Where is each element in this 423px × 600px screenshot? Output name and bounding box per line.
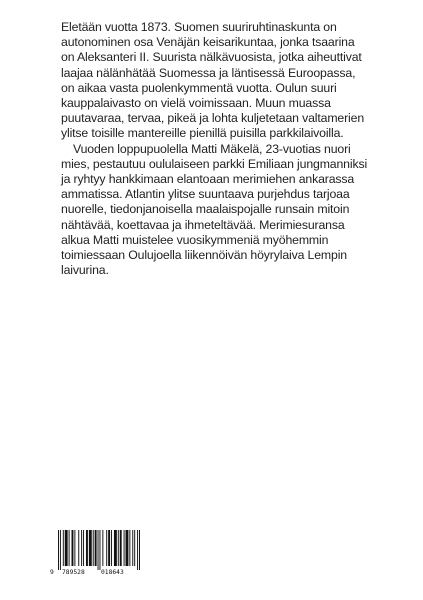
barcode-bar [69,530,70,566]
barcode-bar [118,530,119,566]
barcode-bar [139,530,140,570]
barcode-bar [120,530,122,566]
barcode-bar [114,530,117,566]
barcode-bar [106,530,107,566]
barcode-bar [60,530,61,570]
barcode-bar [137,530,138,570]
barcode-bar [132,530,133,566]
barcode-digits-left: 789528 [62,569,85,576]
barcode-bar [86,530,88,566]
barcode-bar [81,530,82,566]
barcode-bar [98,530,99,570]
blurb-text [61,20,371,278]
blurb-paragraph-2: Vuoden loppupuolella Matti Mäkelä, 23-vuotias nuori mies, pestautuu oululaiseen parkki Emiliaan jungmanniksi ja ryhtyy hankkimaan elantoaan merimiehen ankarassa ammatissa. Atlantin ylitse suuntaava purjehdus tarjoaa nuorelle, tiedonjanoisella maalaispojalle runsain mitoin nähtävää, koettavaa ja ihmeteltävää. Merimiesuransa alkua Matti muistelee vuosikymmeniä myöhemmin toimiessaan Oulujoella liikennöivän höyrylaiva Lempin laivurina. [61,141,368,278]
barcode-bar [126,530,129,566]
blurb-paragraph-1: Eletään vuotta 1873. Suomen suuriruhtinaskunta on autonominen osa Venäjän keisarikuntaa, jonka tsaarina on Aleksanteri II. Suurista nälkävuosista, jotka aiheuttivat laajaa nälänhätää Suomessa ja läntisessä Euroopassa, on aikaa vasta puolenkymmentä vuotta. Oulun suuri kauppalaivasto on vielä voimissaan. Muun muassa puutavaraa, tervaa, pikeä ja lohta kuljetetaan valtamerien ylitse toisille mantereille pienillä puisilla parkkilaivoilla. [61,20,365,141]
barcode-digits [50,568,142,578]
barcode-bar [83,530,84,566]
barcode-bar [111,530,112,566]
barcode-bars [58,530,140,570]
barcode-bar [108,530,110,566]
barcode-digits-right: 018643 [101,569,124,576]
barcode-bar [102,530,103,566]
barcode-bar [65,530,68,566]
barcode-bar [58,530,59,570]
isbn-barcode [50,530,142,578]
barcode-bar [129,530,130,566]
barcode-bar [78,530,79,566]
barcode-bar [72,530,74,566]
barcode-bar [74,530,75,566]
barcode-bar [134,530,135,566]
barcode-digit-lead: 9 [50,569,54,576]
barcode-bar [124,530,125,566]
barcode-bar [63,530,64,566]
barcode-bar [93,530,94,566]
barcode-bar [99,530,100,570]
barcode-bar [89,530,92,566]
barcode-bar [95,530,97,566]
